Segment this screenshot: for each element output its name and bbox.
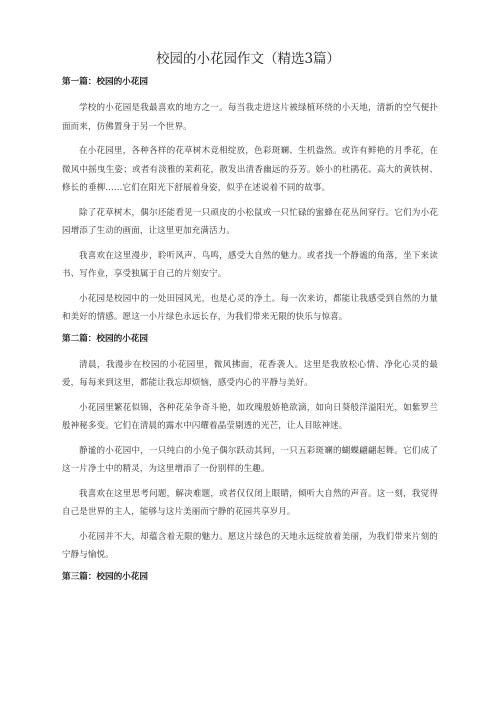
section-2: [62, 333, 438, 565]
paragraph: 小花园里繁花似锦，各种花朵争奇斗艳，如玫瑰般娇艳欲滴，如向日葵般洋溢阳光，如紫罗兰般神秘多变。它们在清晨的露水中闪耀着晶莹剔透的光芒，让人目眩神迷。: [62, 402, 438, 431]
section-heading: 第一篇：校园的小花园: [62, 77, 148, 87]
paragraph: 学校的小花园是我最喜欢的地方之一。每当我走进这片被绿植环绕的小天地，清新的空气便扑面而来，仿佛置身于另一个世界。: [62, 103, 438, 132]
section-1: [62, 76, 438, 327]
paragraph: 除了花草树木，偶尔还能看见一只顽皮的小松鼠或一只忙碌的蜜蜂在花丛间穿行。它们为小花园增添了生动的画面，让这里更加充满活力。: [62, 207, 438, 236]
section-heading: 第三篇：校园的小花园: [62, 571, 148, 582]
paragraph: 我喜欢在这里思考问题，解决难题，或者仅仅闭上眼睛，倾听大自然的声音。这一刻，我觉得自己是世界的主人，能够与这片美丽而宁静的花园共享岁月。: [62, 488, 438, 517]
section-3: [62, 571, 438, 584]
document-body: [62, 76, 438, 594]
document-title: 校园的小花园作文（精选3篇）: [155, 51, 341, 67]
paragraph: 小花园并不大，却蕴含着无限的魅力。愿这片绿色的天地永远绽放着美丽，为我们带来片刻的宁静与愉悦。: [62, 531, 438, 560]
paragraph: 静谧的小花园中，一只纯白的小兔子偶尔跃动其间，一只五彩斑斓的蝴蝶翩翩起舞。它们成了这一片净土中的精灵，为这里增添了一份别样的生趣。: [62, 445, 438, 474]
section-heading: 第二篇：校园的小花园: [62, 333, 148, 344]
paragraph: 小花园是校园中的一处田园风光，也是心灵的净土。每一次来访，都能让我感受到自然的力量和美好的情感。愿这一小片绿色永远长存，为我们带来无限的快乐与惊喜。: [62, 293, 438, 322]
paragraph: 在小花园里，各种各样的花草树木竞相绽放，色彩斑斓、生机盎然。或许有鲜艳的月季花，在微风中摇曳生姿；或者有淡雅的茉莉花，散发出清香幽远的芬芳。娇小的杜鹃花、高大的黄铁树、修长的垂柳……它们在阳光下舒展着身姿，似乎在述说着不同的故事。: [62, 146, 438, 193]
paragraph: 清晨，我漫步在校园的小花园里，微风拂面，花香袭人。这里是我放松心情、净化心灵的最爱，每每来到这里，都能让我忘却烦恼，感受内心的平静与美好。: [62, 359, 438, 388]
paragraph: 我喜欢在这里漫步，聆听风声、鸟鸣，感受大自然的魅力。或者找一个静谧的角落，坐下来读书、写作业，享受独属于自己的片刻安宁。: [62, 250, 438, 279]
